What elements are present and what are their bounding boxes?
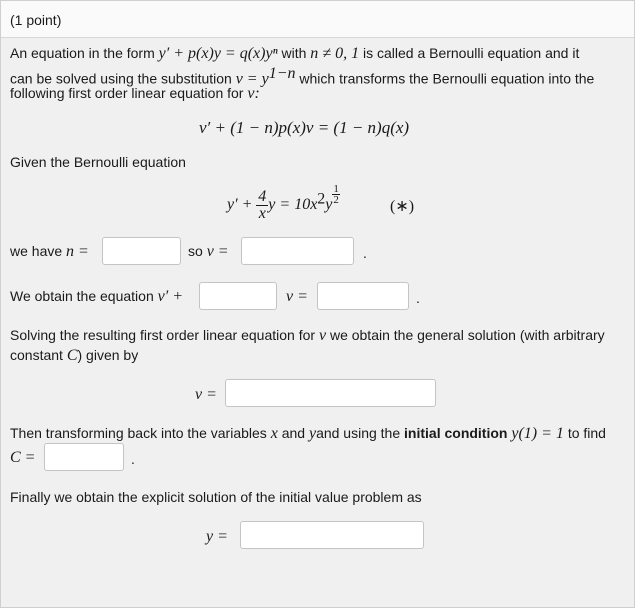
n-condition-math: n ≠ 0, 1	[310, 45, 360, 62]
general-solution-input[interactable]	[225, 379, 436, 407]
period: .	[363, 245, 367, 261]
x-var: x	[270, 425, 278, 442]
intro-line-3	[10, 85, 260, 103]
solving-line-1	[10, 327, 605, 345]
n-equals: n =	[66, 243, 89, 260]
half-exponent	[332, 184, 340, 205]
exponent-numerator: 1	[333, 183, 339, 195]
bernoulli-equation-display	[227, 184, 340, 222]
intro-text-2: with	[281, 45, 307, 61]
intro-text-1: An equation in the form	[10, 45, 155, 61]
points-label: (1 point)	[10, 12, 62, 28]
transform-text: Then transforming back into the variables	[10, 425, 267, 441]
substitution-exponent: 1−n	[268, 65, 296, 82]
equation-tag: (∗)	[390, 198, 415, 215]
explicit-solution-input[interactable]	[240, 521, 424, 549]
v-equals: v =	[206, 243, 229, 260]
general-v-equals: v =	[195, 386, 217, 403]
final-y-equals: y =	[206, 528, 228, 545]
obtain-text: We obtain the equation	[10, 288, 154, 304]
bernoulli-form-math: y′ + p(x)y = q(x)yⁿ	[158, 45, 278, 62]
linear-equation-display: v′ + (1 − n)p(x)v = (1 − n)q(x)	[199, 118, 410, 137]
v-variable: v:	[247, 85, 260, 102]
intro-line-1	[10, 45, 579, 63]
intro-text-4: can be solved using the substitution	[10, 70, 232, 87]
and-using-text: and using the	[316, 425, 401, 441]
x-exponent: 2	[317, 190, 326, 208]
intro-text-5: which transforms the Bernoulli equation into the	[299, 70, 595, 87]
to-find-text: to find	[567, 425, 606, 441]
four-over-x-fraction	[256, 189, 268, 222]
c-constant-input[interactable]	[44, 443, 124, 471]
v-row-label	[188, 243, 229, 261]
v-equals-2: v =	[286, 288, 308, 305]
solving-line-2	[10, 347, 138, 365]
initial-condition-math: y(1) = 1	[511, 425, 564, 442]
substitution-math: v = y	[235, 70, 269, 88]
finally-text: Finally we obtain the explicit solution of the initial value problem as	[10, 489, 422, 505]
v-prime-plus: v′ +	[157, 288, 184, 305]
given-label: Given the Bernoulli equation	[10, 154, 186, 170]
fraction-denominator: x	[258, 204, 266, 222]
coefficient-input[interactable]	[199, 282, 277, 310]
period: .	[131, 451, 135, 467]
solving-text-1: Solving the resulting first order linear equation for	[10, 327, 316, 343]
rhs-input[interactable]	[317, 282, 409, 310]
y-variable: y	[325, 196, 333, 213]
c-equals: C =	[10, 449, 36, 466]
and-text: and	[281, 425, 306, 441]
n-row-label	[10, 243, 89, 261]
initial-condition-label: initial condition	[404, 425, 508, 441]
constant-text: constant	[10, 347, 63, 363]
given-by-text: ) given by	[77, 347, 139, 363]
fraction-numerator: 4	[258, 187, 267, 205]
intro-text-3: is called a Bernoulli equation and it	[362, 45, 580, 61]
v-var: v	[318, 327, 327, 344]
y-var: y	[308, 425, 317, 442]
period: .	[416, 290, 420, 306]
transform-line-1	[10, 425, 606, 443]
bernoulli-rhs: y = 10x	[268, 196, 318, 213]
exponent-denominator: 2	[333, 194, 339, 206]
obtain-row-label	[10, 288, 183, 306]
bernoulli-lhs: y′ +	[227, 196, 253, 213]
intro-text-6: following first order linear equation for	[10, 85, 244, 101]
so-text: so	[188, 243, 203, 259]
n-answer-input[interactable]	[102, 237, 181, 265]
solving-text-2: we obtain the general solution (with arbitrary	[329, 327, 605, 343]
problem-header	[1, 1, 634, 38]
we-have-text: we have	[10, 243, 63, 259]
c-var: C	[66, 347, 78, 364]
v-substitution-input[interactable]	[241, 237, 354, 265]
